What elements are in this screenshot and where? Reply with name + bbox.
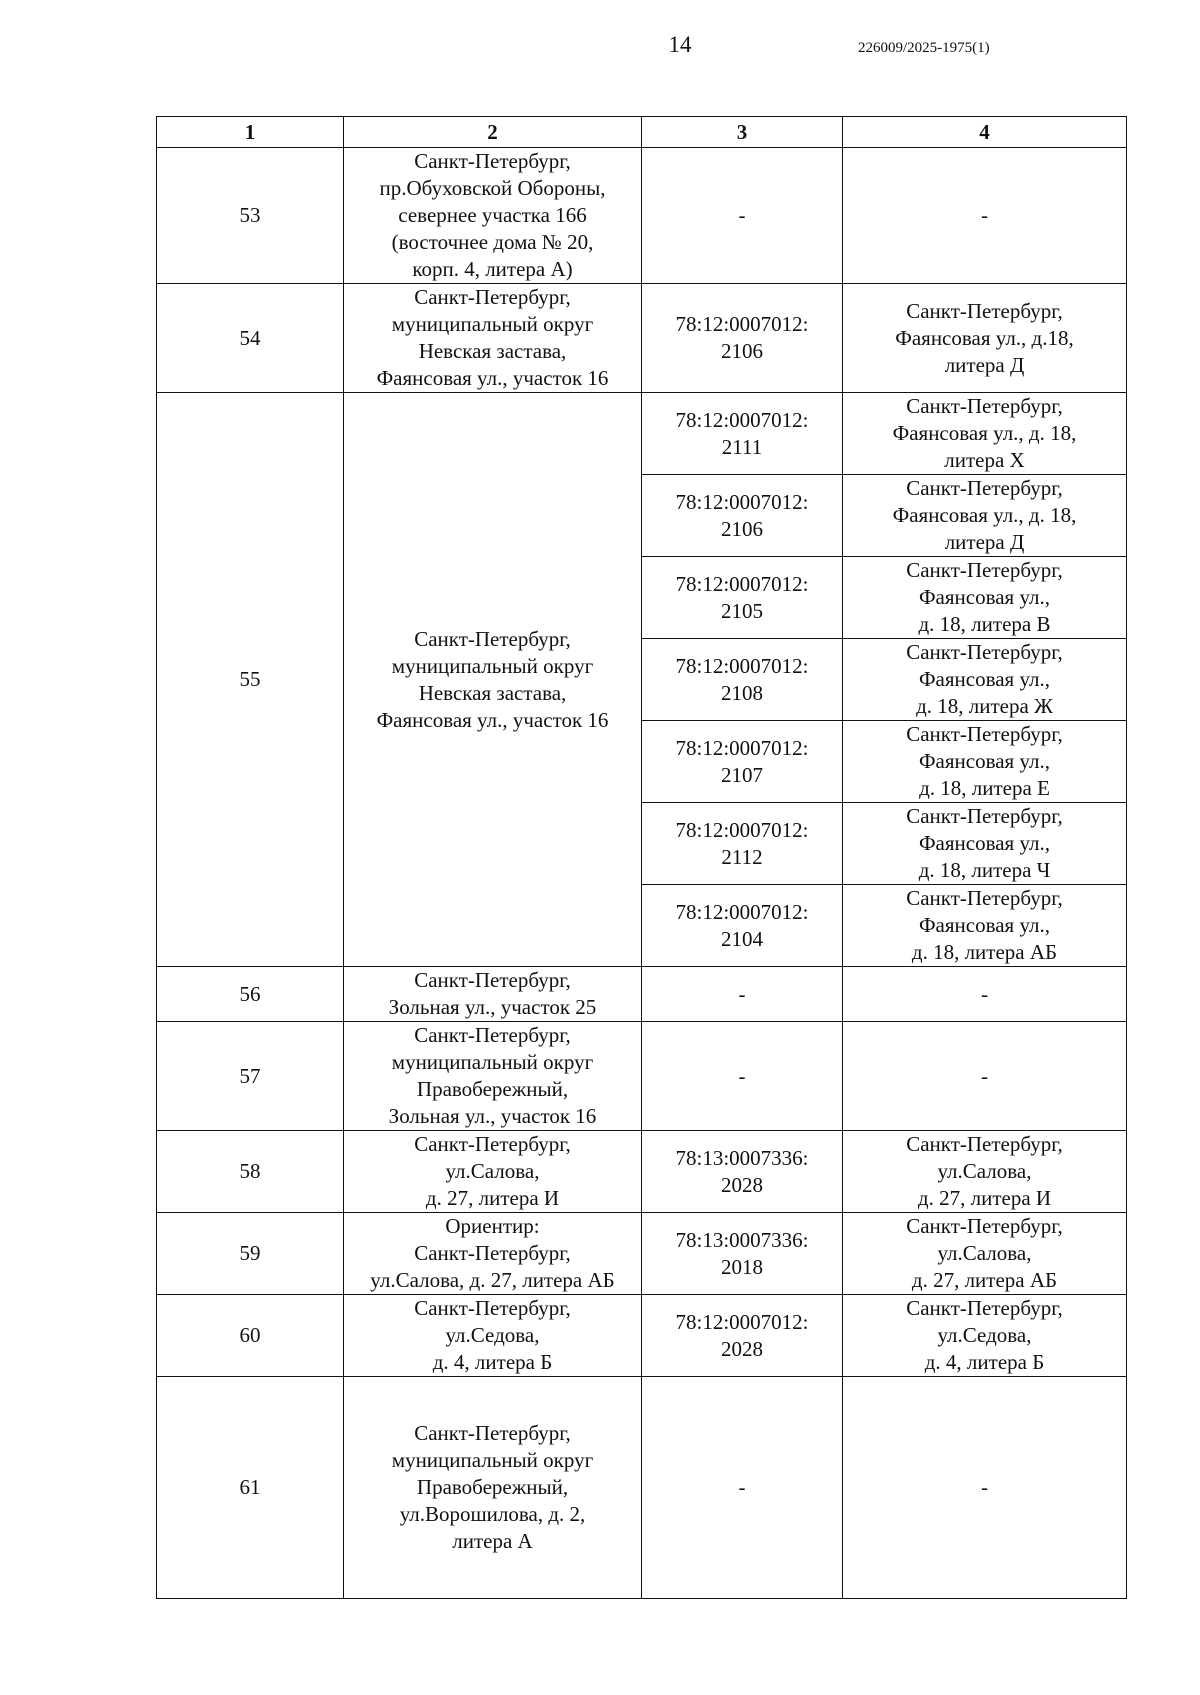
building-address-cell-line: ул.Седова, xyxy=(937,1323,1032,1347)
table-row xyxy=(157,967,1127,1022)
building-address-cell-line: д. 18, литера Е xyxy=(919,776,1050,800)
object-address-cell-line: Санкт-Петербург, xyxy=(414,626,571,651)
row-number-cell: 59 xyxy=(157,1213,344,1295)
building-address-cell-line: Санкт-Петербург, xyxy=(906,1214,1063,1238)
building-address-cell-line: - xyxy=(981,1063,988,1088)
table-row xyxy=(157,1295,1127,1377)
building-address-cell-line: Фаянсовая ул., д. 18, xyxy=(892,421,1077,445)
object-address-cell-line: Правобережный, xyxy=(416,1077,569,1101)
cadastral-number-cell xyxy=(642,1131,843,1213)
building-address-cell xyxy=(843,1131,1127,1213)
object-address-cell-line: Санкт-Петербург, xyxy=(414,1296,571,1320)
object-address-cell xyxy=(344,284,642,393)
cadastral-number-cell xyxy=(642,1022,843,1131)
building-address-cell xyxy=(843,1295,1127,1377)
object-address-cell xyxy=(344,967,642,1022)
building-address-cell-line: Фаянсовая ул., xyxy=(918,585,1051,609)
object-address-cell xyxy=(344,1377,642,1599)
page-number: 14 xyxy=(668,32,692,57)
cadastral-number-cell-line: 78:13:0007336: xyxy=(675,1227,809,1252)
building-address-cell-line: Фаянсовая ул., xyxy=(918,749,1051,773)
row-number-cell: 58 xyxy=(157,1131,344,1213)
building-address-cell xyxy=(843,1377,1127,1599)
cadastral-number-cell-line: 78:12:0007012: xyxy=(675,407,809,432)
cadastral-number-cell-line: - xyxy=(738,1475,746,1499)
cadastral-number-cell-line: 2104 xyxy=(721,926,763,951)
cadastral-number-cell-line: 2108 xyxy=(721,680,763,705)
cadastral-number-cell-line: 78:13:0007336: xyxy=(675,1145,809,1170)
cadastral-number-cell-line: 2106 xyxy=(721,516,763,541)
table-row xyxy=(157,1131,1127,1213)
cadastral-number-cell xyxy=(642,639,843,721)
building-address-cell xyxy=(843,557,1127,639)
cadastral-number-cell-line: 78:12:0007012: xyxy=(675,1309,809,1334)
building-address-cell-line: - xyxy=(981,1475,988,1499)
cadastral-number-cell-line: 78:12:0007012: xyxy=(675,817,809,842)
cadastral-number-cell-line: 78:12:0007012: xyxy=(675,489,809,514)
row-number-cell: 55 xyxy=(157,393,344,967)
cadastral-number-cell-line: 78:12:0007012: xyxy=(675,653,809,678)
row-number-cell: 54 xyxy=(157,284,344,393)
object-address-cell-line: Правобережный, xyxy=(416,1475,569,1499)
object-address-cell-line: Санкт-Петербург, xyxy=(414,1421,571,1445)
object-address-cell-line: ул.Салова, xyxy=(445,1159,540,1183)
object-address-cell-line: (восточнее дома № 20, xyxy=(391,230,594,254)
building-address-cell-line: - xyxy=(981,981,988,1006)
cadastral-number-cell xyxy=(642,885,843,967)
cadastral-number-cell xyxy=(642,1377,843,1599)
building-address-cell-line: литера Д xyxy=(944,352,1025,377)
cadastral-number-cell-line: - xyxy=(738,203,746,227)
building-address-cell-line: д. 18, литера Ч xyxy=(918,858,1051,882)
building-address-cell-line: Санкт-Петербург, xyxy=(906,476,1063,500)
cadastral-number-cell-line: 2107 xyxy=(721,762,763,787)
row-number-cell: 61 xyxy=(157,1377,344,1599)
building-address-cell xyxy=(843,1022,1127,1131)
cadastral-number-cell-line: - xyxy=(738,1063,746,1088)
cadastral-number-cell-line: 78:12:0007012: xyxy=(675,735,809,760)
object-address-cell-line: Санкт-Петербург, xyxy=(414,1023,571,1047)
building-address-cell-line: д. 18, литера АБ xyxy=(911,940,1058,964)
cadastral-number-cell-line: 2028 xyxy=(721,1336,763,1361)
object-address-cell-line: ул.Салова, д. 27, литера АБ xyxy=(370,1268,615,1292)
object-address-cell-line: Зольная ул., участок 16 xyxy=(388,1104,597,1128)
object-address-cell-line: муниципальный округ xyxy=(391,312,594,336)
object-address-cell-line: Санкт-Петербург, xyxy=(414,285,571,309)
cadastral-number-cell xyxy=(642,284,843,393)
cadastral-number-cell xyxy=(642,721,843,803)
cadastral-number-cell-line: 78:12:0007012: xyxy=(675,899,809,924)
cadastral-number-cell-line: 2106 xyxy=(721,339,763,363)
building-address-cell xyxy=(843,721,1127,803)
building-address-cell-line: Санкт-Петербург, xyxy=(906,1296,1063,1320)
row-number-cell: 57 xyxy=(157,1022,344,1131)
building-address-cell-line: Санкт-Петербург, xyxy=(906,394,1063,418)
document-number: 226009/2025-1975(1) xyxy=(858,40,990,56)
object-address-cell-line: Невская застава, xyxy=(418,339,567,363)
building-address-cell xyxy=(843,885,1127,967)
column-header: 1 xyxy=(157,117,344,148)
object-address-cell-line: Ориентир: xyxy=(445,1214,540,1238)
row-number-cell: 56 xyxy=(157,967,344,1022)
table-row xyxy=(157,1377,1127,1599)
cadastral-number-cell xyxy=(642,148,843,284)
object-address-cell-line: д. 4, литера Б xyxy=(432,1350,553,1374)
building-address-cell xyxy=(843,967,1127,1022)
object-address-cell-line: муниципальный округ xyxy=(391,653,594,678)
column-header: 2 xyxy=(344,117,642,148)
table-row xyxy=(157,1022,1127,1131)
row-number-cell: 53 xyxy=(157,148,344,284)
object-address-cell-line: Санкт-Петербург, xyxy=(414,1132,571,1156)
cadastral-number-cell xyxy=(642,1295,843,1377)
cadastral-number-cell xyxy=(642,967,843,1022)
table-row xyxy=(157,284,1127,393)
object-address-cell-line: корп. 4, литера А) xyxy=(412,257,573,281)
object-address-cell-line: муниципальный округ xyxy=(391,1050,594,1074)
building-address-cell-line: Фаянсовая ул., xyxy=(918,667,1051,691)
object-address-cell-line: Фаянсовая ул., участок 16 xyxy=(376,366,609,390)
cadastral-number-cell xyxy=(642,1213,843,1295)
object-address-cell-line: Зольная ул., участок 25 xyxy=(388,995,597,1019)
object-address-cell xyxy=(344,148,642,284)
object-address-cell xyxy=(344,1022,642,1131)
cadastral-number-cell-line: 78:12:0007012: xyxy=(675,312,809,336)
building-address-cell xyxy=(843,639,1127,721)
cadastral-number-cell xyxy=(642,557,843,639)
parcels-table xyxy=(156,116,1127,1599)
cadastral-number-cell xyxy=(642,393,843,475)
building-address-cell-line: литера Д xyxy=(944,530,1025,554)
building-address-cell-line: д. 27, литера АБ xyxy=(911,1268,1058,1292)
cadastral-number-cell xyxy=(642,803,843,885)
building-address-cell-line: Фаянсовая ул., xyxy=(918,831,1051,855)
building-address-cell-line: Санкт-Петербург, xyxy=(906,640,1063,664)
building-address-cell xyxy=(843,803,1127,885)
building-address-cell xyxy=(843,475,1127,557)
object-address-cell-line: ул.Ворошилова, д. 2, xyxy=(399,1502,586,1526)
building-address-cell-line: Санкт-Петербург, xyxy=(906,722,1063,746)
column-header: 3 xyxy=(642,117,843,148)
object-address-cell-line: Санкт-Петербург, xyxy=(414,968,571,992)
cadastral-number-cell xyxy=(642,475,843,557)
cadastral-number-cell-line: 2105 xyxy=(721,598,763,623)
object-address-cell xyxy=(344,1295,642,1377)
building-address-cell-line: литера Х xyxy=(944,448,1025,472)
building-address-cell-line: - xyxy=(981,203,988,227)
object-address-cell xyxy=(344,393,642,967)
cadastral-number-cell-line: 2018 xyxy=(721,1254,763,1279)
object-address-cell xyxy=(344,1213,642,1295)
building-address-cell-line: ул.Салова, xyxy=(937,1159,1032,1183)
cadastral-number-cell-line: 2112 xyxy=(721,844,763,869)
object-address-cell-line: муниципальный округ xyxy=(391,1448,594,1472)
building-address-cell xyxy=(843,284,1127,393)
building-address-cell xyxy=(843,148,1127,284)
table-row xyxy=(157,148,1127,284)
table-header-row xyxy=(157,117,1127,148)
column-header: 4 xyxy=(843,117,1127,148)
building-address-cell-line: Санкт-Петербург, xyxy=(906,558,1063,582)
parcels-table-container xyxy=(156,116,1127,1599)
building-address-cell xyxy=(843,1213,1127,1295)
building-address-cell-line: д. 27, литера И xyxy=(917,1186,1052,1210)
object-address-cell-line: ул.Седова, xyxy=(445,1323,540,1347)
cadastral-number-cell-line: - xyxy=(738,981,746,1006)
object-address-cell-line: Санкт-Петербург, xyxy=(414,149,571,173)
building-address-cell-line: Санкт-Петербург, xyxy=(906,1132,1063,1156)
building-address-cell-line: Санкт-Петербург, xyxy=(906,804,1063,828)
object-address-cell-line: литера А xyxy=(452,1529,533,1553)
object-address-cell-line: Невская застава, xyxy=(418,680,567,705)
object-address-cell-line: севернее участка 166 xyxy=(398,203,587,227)
object-address-cell-line: д. 27, литера И xyxy=(425,1186,560,1210)
building-address-cell-line: д. 18, литера В xyxy=(918,612,1051,636)
building-address-cell xyxy=(843,393,1127,475)
table-body xyxy=(157,148,1127,1599)
building-address-cell-line: д. 18, литера Ж xyxy=(916,694,1053,718)
building-address-cell-line: ул.Салова, xyxy=(937,1241,1032,1265)
table-row xyxy=(157,393,1127,475)
building-address-cell-line: д. 4, литера Б xyxy=(924,1350,1045,1374)
object-address-cell-line: пр.Обуховской Обороны, xyxy=(379,176,606,200)
row-number-cell: 60 xyxy=(157,1295,344,1377)
building-address-cell-line: Санкт-Петербург, xyxy=(906,886,1063,910)
object-address-cell-line: Санкт-Петербург, xyxy=(414,1241,571,1265)
cadastral-number-cell-line: 2028 xyxy=(721,1172,763,1197)
object-address-cell xyxy=(344,1131,642,1213)
cadastral-number-cell-line: 2111 xyxy=(721,434,763,459)
building-address-cell-line: Фаянсовая ул., xyxy=(918,913,1051,937)
building-address-cell-line: Санкт-Петербург, xyxy=(906,298,1063,323)
object-address-cell-line: Фаянсовая ул., участок 16 xyxy=(376,707,609,732)
building-address-cell-line: Фаянсовая ул., д. 18, xyxy=(892,503,1077,527)
building-address-cell-line: Фаянсовая ул., д.18, xyxy=(895,325,1074,350)
table-row xyxy=(157,1213,1127,1295)
cadastral-number-cell-line: 78:12:0007012: xyxy=(675,571,809,596)
